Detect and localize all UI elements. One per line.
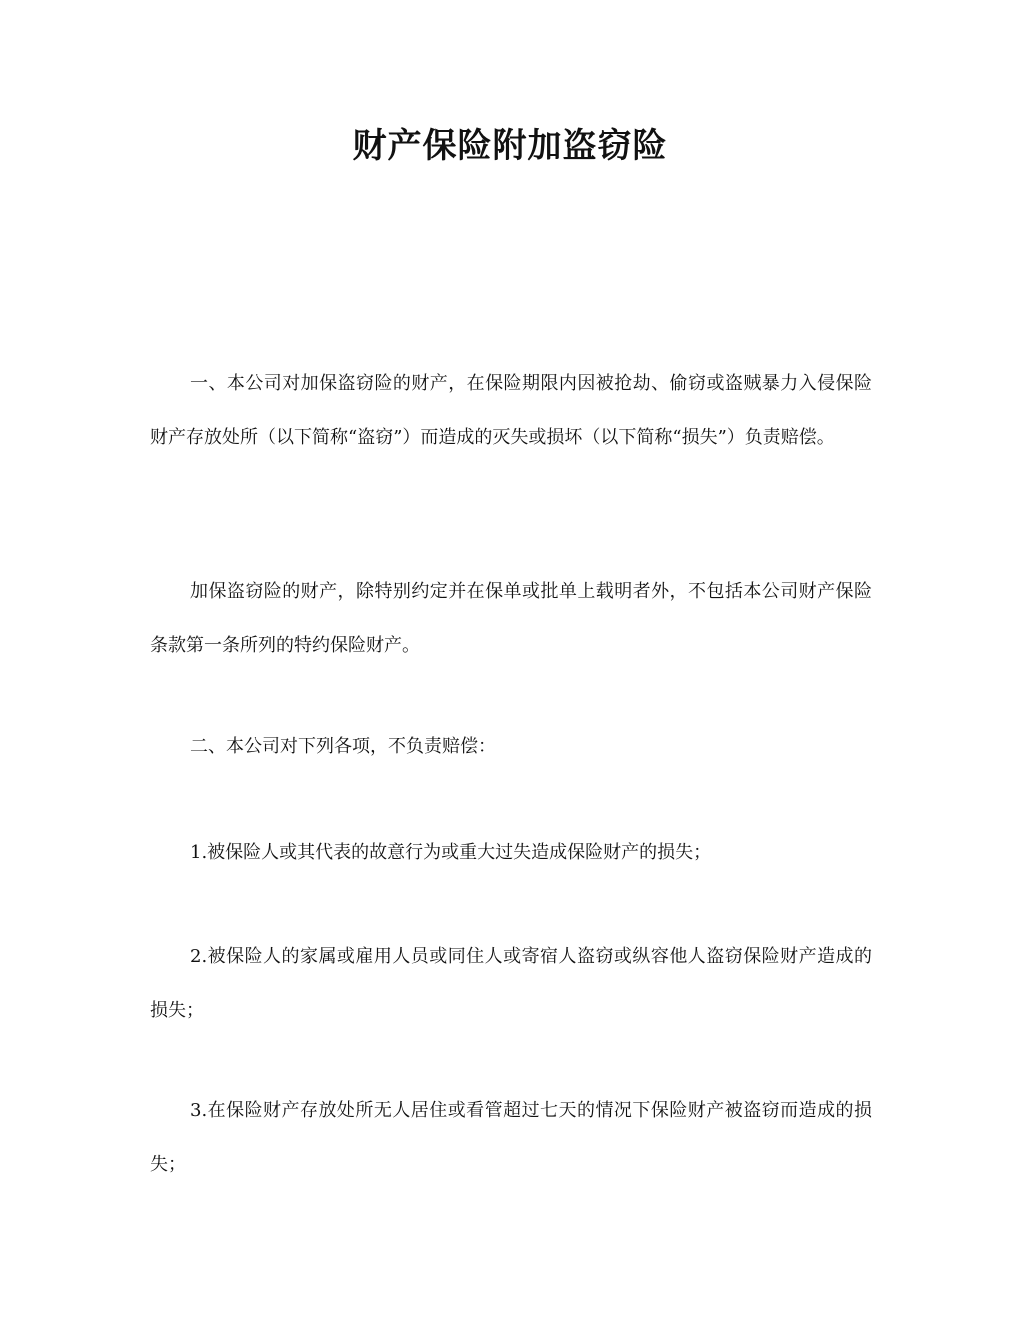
paragraph-exclusion-1: 1.被保险人或其代表的故意行为或重大过失造成保险财产的损失； xyxy=(190,842,712,863)
paragraph-coverage: 一、本公司对加保盗窃险的财产，在保险期限内因被抢劫、偷窃或盗贼暴力入侵保险财产存放处所（以下简称“盗窃”）而造成的灭失或损坏（以下简称“损失”）负责赔偿。 xyxy=(150,373,872,448)
paragraph-exclusion-3: 3.在保险财产存放处所无人居住或看管超过七天的情况下保险财产被盗窃而造成的损失； xyxy=(150,1100,872,1175)
paragraph-exclusion-special-property: 加保盗窃险的财产，除特别约定并在保单或批单上载明者外，不包括本公司财产保险条款第一条所列的特约保险财产。 xyxy=(150,581,872,656)
paragraph-exclusion-2: 2.被保险人的家属或雇用人员或同住人或寄宿人盗窃或纵容他人盗窃保险财产造成的损失； xyxy=(150,946,872,1021)
document-title: 财产保险附加盗窃险 xyxy=(352,126,668,166)
paragraph-exclusions-heading: 二、本公司对下列各项，不负责赔偿： xyxy=(190,736,496,757)
